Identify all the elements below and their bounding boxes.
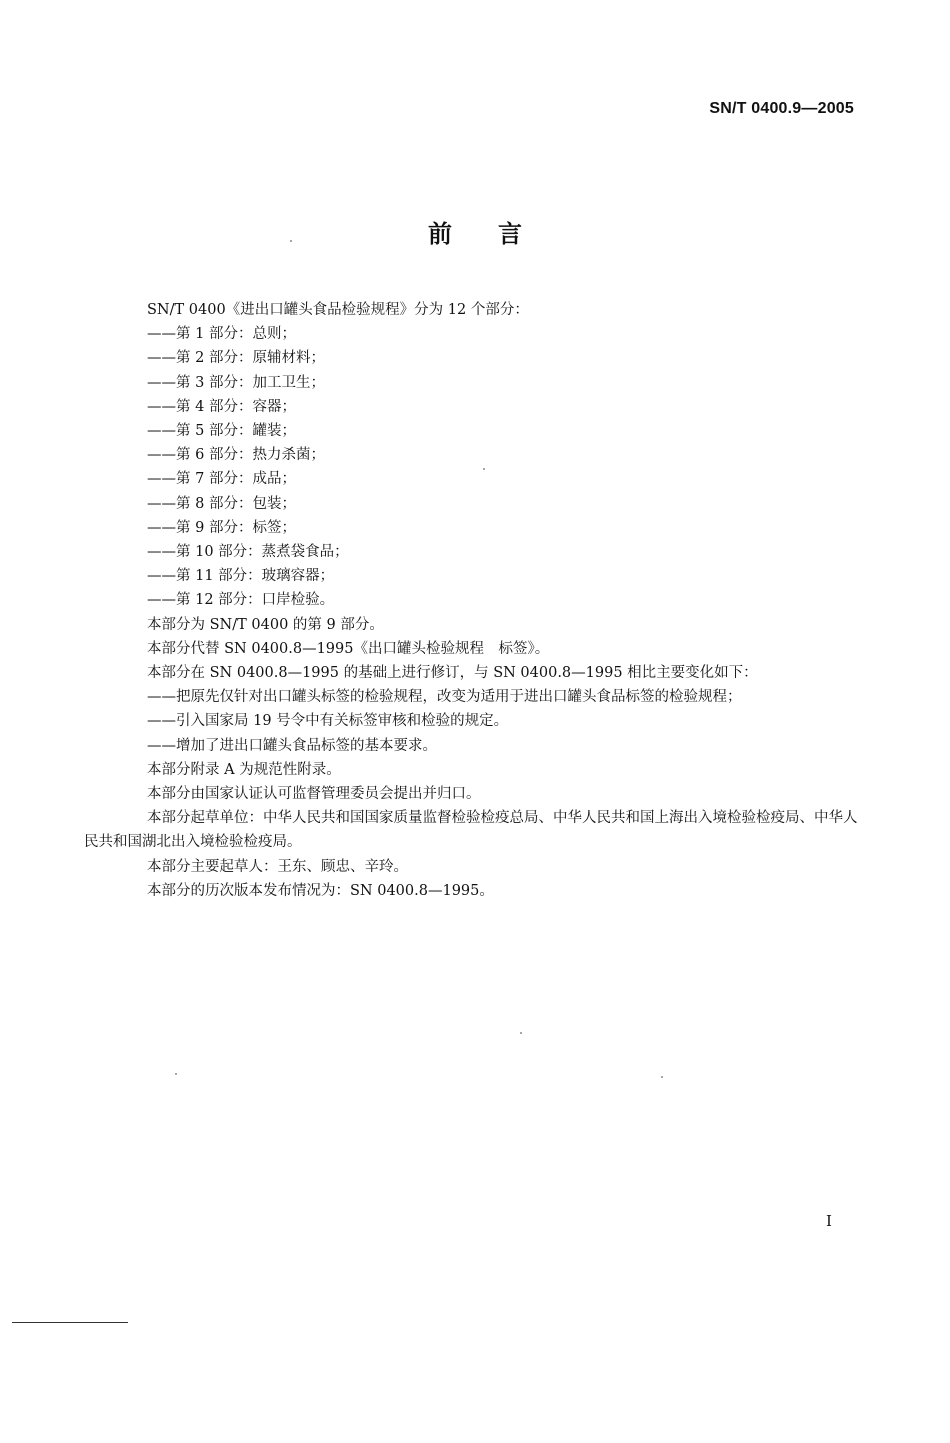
list-item-part-10: ——第 10 部分：蒸煮袋食品； [147,544,349,561]
scan-speck [175,1073,177,1075]
proposed-by-paragraph: 本部分由国家认证认可监督管理委员会提出并归口。 [147,786,481,803]
page-number: I [826,1212,832,1230]
appendix-paragraph: 本部分附录 A 为规范性附录。 [147,761,341,778]
list-item-part-1: ——第 1 部分：总则； [147,326,296,343]
list-item-part-6: ——第 6 部分：热力杀菌； [147,447,325,464]
list-item-part-2: ——第 2 部分：原辅材料； [147,350,325,367]
list-item-part-9: ——第 9 部分：标签； [147,519,296,536]
list-item-part-4: ——第 4 部分：容器； [147,398,296,415]
scan-speck [483,468,485,470]
list-item-part-8: ——第 8 部分：包装； [147,495,296,512]
list-item-part-11: ——第 11 部分：玻璃容器； [147,568,335,585]
standard-code: SN/T 0400.9—2005 [709,100,854,117]
list-item-part-5: ——第 5 部分：罐装； [147,423,296,440]
drafting-units-paragraph: 本部分起草单位：中华人民共和国国家质量监督检验检疫总局、中华人民共和国上海出入境检验检疫局、中华人民共和国湖北出入境检验检疫局。 [84,810,858,851]
history-paragraph: 本部分的历次版本发布情况为：SN 0400.8—1995。 [147,882,494,899]
drafters-paragraph: 本部分主要起草人：王东、顾忠、辛玲。 [147,858,408,875]
list-item-part-7: ——第 7 部分：成品； [147,471,296,488]
page-title: 前言 [428,220,568,248]
change-item-3: ——增加了进出口罐头食品标签的基本要求。 [147,737,437,754]
scan-speck [661,1076,663,1078]
change-item-1: ——把原先仅针对出口罐头标签的检验规程，改变为适用于进出口罐头食品标签的检验规程； [147,689,742,706]
foreword-body [84,298,864,903]
replaces-paragraph: 本部分代替 SN 0400.8—1995《出口罐头检验规程 标签》。 [147,640,550,657]
list-item-part-3: ——第 3 部分：加工卫生； [147,374,325,391]
scan-speck [520,1032,522,1034]
intro-paragraph: SN/T 0400《进出口罐头食品检验规程》分为 12 个部分： [147,302,529,318]
list-item-part-12: ——第 12 部分：口岸检验。 [147,592,335,609]
footnote-separator-line [12,1322,128,1323]
revision-intro-paragraph: 本部分在 SN 0400.8—1995 的基础上进行修订，与 SN 0400.8—1995 相比主要变化如下： [147,665,758,682]
scan-speck [290,240,292,242]
change-item-2: ——引入国家局 19 号令中有关标签审核和检验的规定。 [147,713,509,730]
this-part-paragraph: 本部分为 SN/T 0400 的第 9 部分。 [147,616,384,633]
